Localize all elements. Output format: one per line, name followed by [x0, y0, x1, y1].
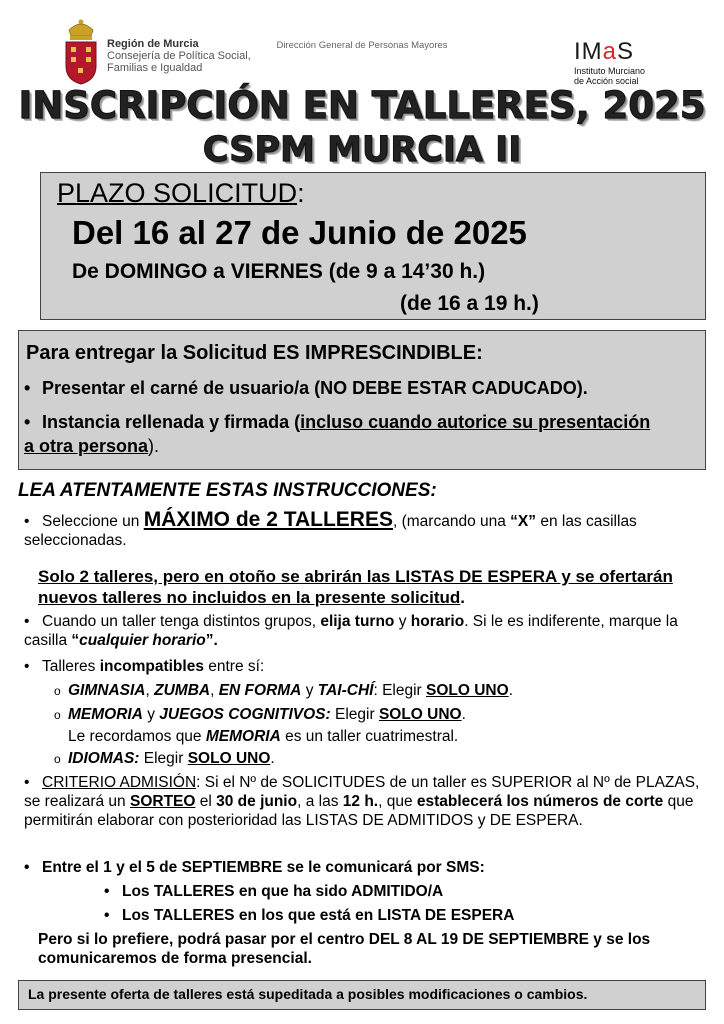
i3a-sep1: , — [145, 682, 155, 699]
memoria-note — [68, 727, 458, 746]
sms-item-admitido — [104, 882, 443, 901]
i3-a: Talleres — [42, 658, 100, 675]
bullet-icon: • — [24, 412, 31, 432]
i1-a: Seleccione un — [42, 513, 144, 530]
instruction-turno-horario — [24, 612, 704, 650]
i3a-elegir: : Elegir — [373, 682, 427, 699]
plazo-hours-afternoon: (de 16 a 19 h.) — [400, 292, 539, 315]
murcia-coat-of-arms-icon — [60, 16, 102, 86]
i4-b: el — [195, 793, 217, 810]
i3c-elegir: Elegir — [139, 750, 188, 767]
circle-bullet-icon: o — [54, 752, 61, 766]
bullet-icon: • — [24, 513, 30, 530]
incompatible-group-1: o GIMNASIA, ZUMBA, EN FORMA y TAI-CHÍ: Elegir SOLO UNO. — [54, 682, 513, 699]
i3a-y: y — [301, 682, 318, 699]
imas-sub-line2: de Acción social — [574, 76, 639, 86]
requirement-item — [24, 376, 588, 400]
instruction-max-talleres — [24, 510, 704, 550]
instruction-criterio-admision — [24, 773, 704, 830]
region-dept-line2: Familias e Igualdad — [107, 62, 203, 74]
requirement-2-a: Instancia rellenada y firmada ( — [42, 412, 301, 432]
requirement-1-text: Presentar el carné de usuario/a (NO DEBE ESTAR CADUCADO). — [42, 378, 588, 398]
direccion-general: Dirección General de Personas Mayores — [276, 40, 448, 51]
i2-e: “ — [71, 632, 80, 649]
sms-presencial: Pero si lo prefiere, podrá pasar por el centro DEL 8 AL 19 DE SEPTIEMBRE y se los comunicaremos de forma presencial. — [38, 931, 651, 967]
i3b-2: JUEGOS COGNITIVOS: — [159, 706, 331, 723]
plazo-heading-text: PLAZO SOLICITUD — [57, 178, 298, 208]
instruction-sms — [24, 858, 485, 877]
i4-c: , a las — [297, 793, 343, 810]
i3a-2: ZUMBA — [154, 682, 211, 699]
i3-b: incompatibles — [99, 658, 204, 675]
i3b-y: y — [142, 706, 160, 723]
requirement-2-underlined: incluso cuando autorice su presentación a otra persona — [24, 412, 651, 456]
imas-brand — [574, 40, 674, 64]
i1-sub-dot: . — [460, 588, 466, 607]
bullet-icon: • — [24, 613, 30, 630]
i3b-elegir: Elegir — [330, 706, 379, 723]
i3a-4: TAI-CHÍ — [317, 682, 374, 699]
footer-note: La presente oferta de talleres está supeditada a posibles modificaciones o cambios. — [28, 986, 588, 1002]
i1-b: , (marcando una — [392, 513, 511, 530]
i2-b1: elija turno — [320, 613, 395, 630]
i4-u: CRITERIO ADMISIÓN — [42, 774, 197, 791]
i3a-sep2: , — [210, 682, 219, 699]
incompatible-group-2: o MEMORIA y JUEGOS COGNITIVOS: Elegir SOLO UNO. — [54, 706, 466, 723]
bullet-icon: • — [24, 859, 30, 876]
i3c-1: IDIOMAS: — [68, 750, 140, 767]
i2-a: Cuando un taller tenga distintos grupos, — [42, 613, 321, 630]
imas-brand-part1: IM — [574, 38, 603, 65]
instruction-solo-2 — [38, 566, 708, 608]
i4-sorteo: SORTEO — [129, 793, 196, 810]
i3b-note-c: es un taller cuatrimestral. — [280, 728, 459, 745]
imas-sub-line1: Instituto Murciano — [574, 66, 646, 76]
imas-brand-part2: a — [602, 38, 618, 65]
plazo-heading — [42, 178, 305, 209]
page-title-line1: INSCRIPCIÓN EN TALLERES, 2025 — [18, 84, 706, 127]
i4-f: que permitirán elaborar con posterioridad las LISTAS DE ADMITIDOS y DE ESPERA. — [24, 793, 694, 829]
i4-e: establecerá los números de corte — [416, 793, 664, 810]
bullet-icon: • — [104, 883, 110, 900]
i5-text: Entre el 1 y el 5 de SEPTIEMBRE se le comunicará por SMS: — [42, 859, 485, 876]
requirement-item — [24, 410, 664, 458]
region-name: Región de Murcia — [107, 38, 199, 50]
bullet-icon: • — [104, 907, 110, 924]
i3a-1: GIMNASIA — [68, 682, 146, 699]
i3b-note-a: Le recordamos que — [68, 728, 206, 745]
i2-bi: cualquier horario — [79, 632, 206, 649]
i1-x: “X” — [510, 513, 537, 530]
i2-b2: horario — [410, 613, 465, 630]
i4-date: 30 de junio — [216, 793, 298, 810]
circle-bullet-icon: o — [54, 684, 61, 698]
requirements-title: Para entregar la Solicitud ES IMPRESCINDIBLE: — [26, 342, 483, 364]
instruction-incompatibles — [24, 657, 264, 676]
circle-bullet-icon: o — [54, 708, 61, 722]
i5b-text: Los TALLERES en los que está en LISTA DE ESPERA — [122, 907, 515, 924]
bullet-icon: • — [24, 774, 30, 791]
page-title-line2: CSPM MURCIA II — [202, 130, 522, 170]
i4-time: 12 h. — [342, 793, 379, 810]
i2-c: y — [394, 613, 411, 630]
sms-item-espera — [104, 906, 514, 925]
plazo-dates: Del 16 al 27 de Junio de 2025 — [72, 214, 527, 251]
incompatible-group-3: o IDIOMAS: Elegir SOLO UNO. — [54, 750, 275, 767]
i1-sub-text: Solo 2 talleres, pero en otoño se abrirán las LISTAS DE ESPERA y se ofertarán nuevos talleres no incluidos en la presente solicitud — [38, 567, 673, 607]
i2-f: ”. — [205, 632, 218, 649]
requirement-2-b: ). — [148, 436, 160, 456]
i3a-solo-uno: SOLO UNO — [426, 682, 509, 699]
i3b-solo-uno: SOLO UNO — [378, 706, 462, 723]
i4-a: : Si el Nº de SOLICITUDES de un taller es SUPERIOR al Nº de PLAZAS, se realizará un — [24, 774, 700, 810]
i1-c: en las casillas seleccionadas. — [24, 513, 637, 549]
i5a-text: Los TALLERES en que ha sido ADMITIDO/A — [122, 883, 444, 900]
bullet-icon: • — [24, 658, 30, 675]
i3b-1: MEMORIA — [68, 706, 143, 723]
i4-d: , que — [378, 793, 417, 810]
plazo-days: De DOMINGO a VIERNES (de 9 a 14’30 h.) — [72, 260, 486, 283]
imas-logo — [574, 40, 674, 86]
i1-max: MÁXIMO de 2 TALLERES — [143, 508, 393, 531]
i2-d: . Si le es indiferente, marque la casilla — [24, 613, 678, 649]
plazo-heading-colon: : — [297, 178, 305, 208]
i3a-3: EN FORMA — [218, 682, 302, 699]
i3-c: entre sí: — [203, 658, 265, 675]
i3c-solo-uno: SOLO UNO — [187, 750, 271, 767]
instructions-heading: LEA ATENTAMENTE ESTAS INSTRUCCIONES: — [18, 480, 437, 501]
imas-brand-part3: S — [617, 38, 635, 65]
region-dept-line1: Consejería de Política Social, — [107, 50, 251, 62]
i3b-note-b: MEMORIA — [205, 728, 281, 745]
bullet-icon: • — [24, 378, 31, 398]
